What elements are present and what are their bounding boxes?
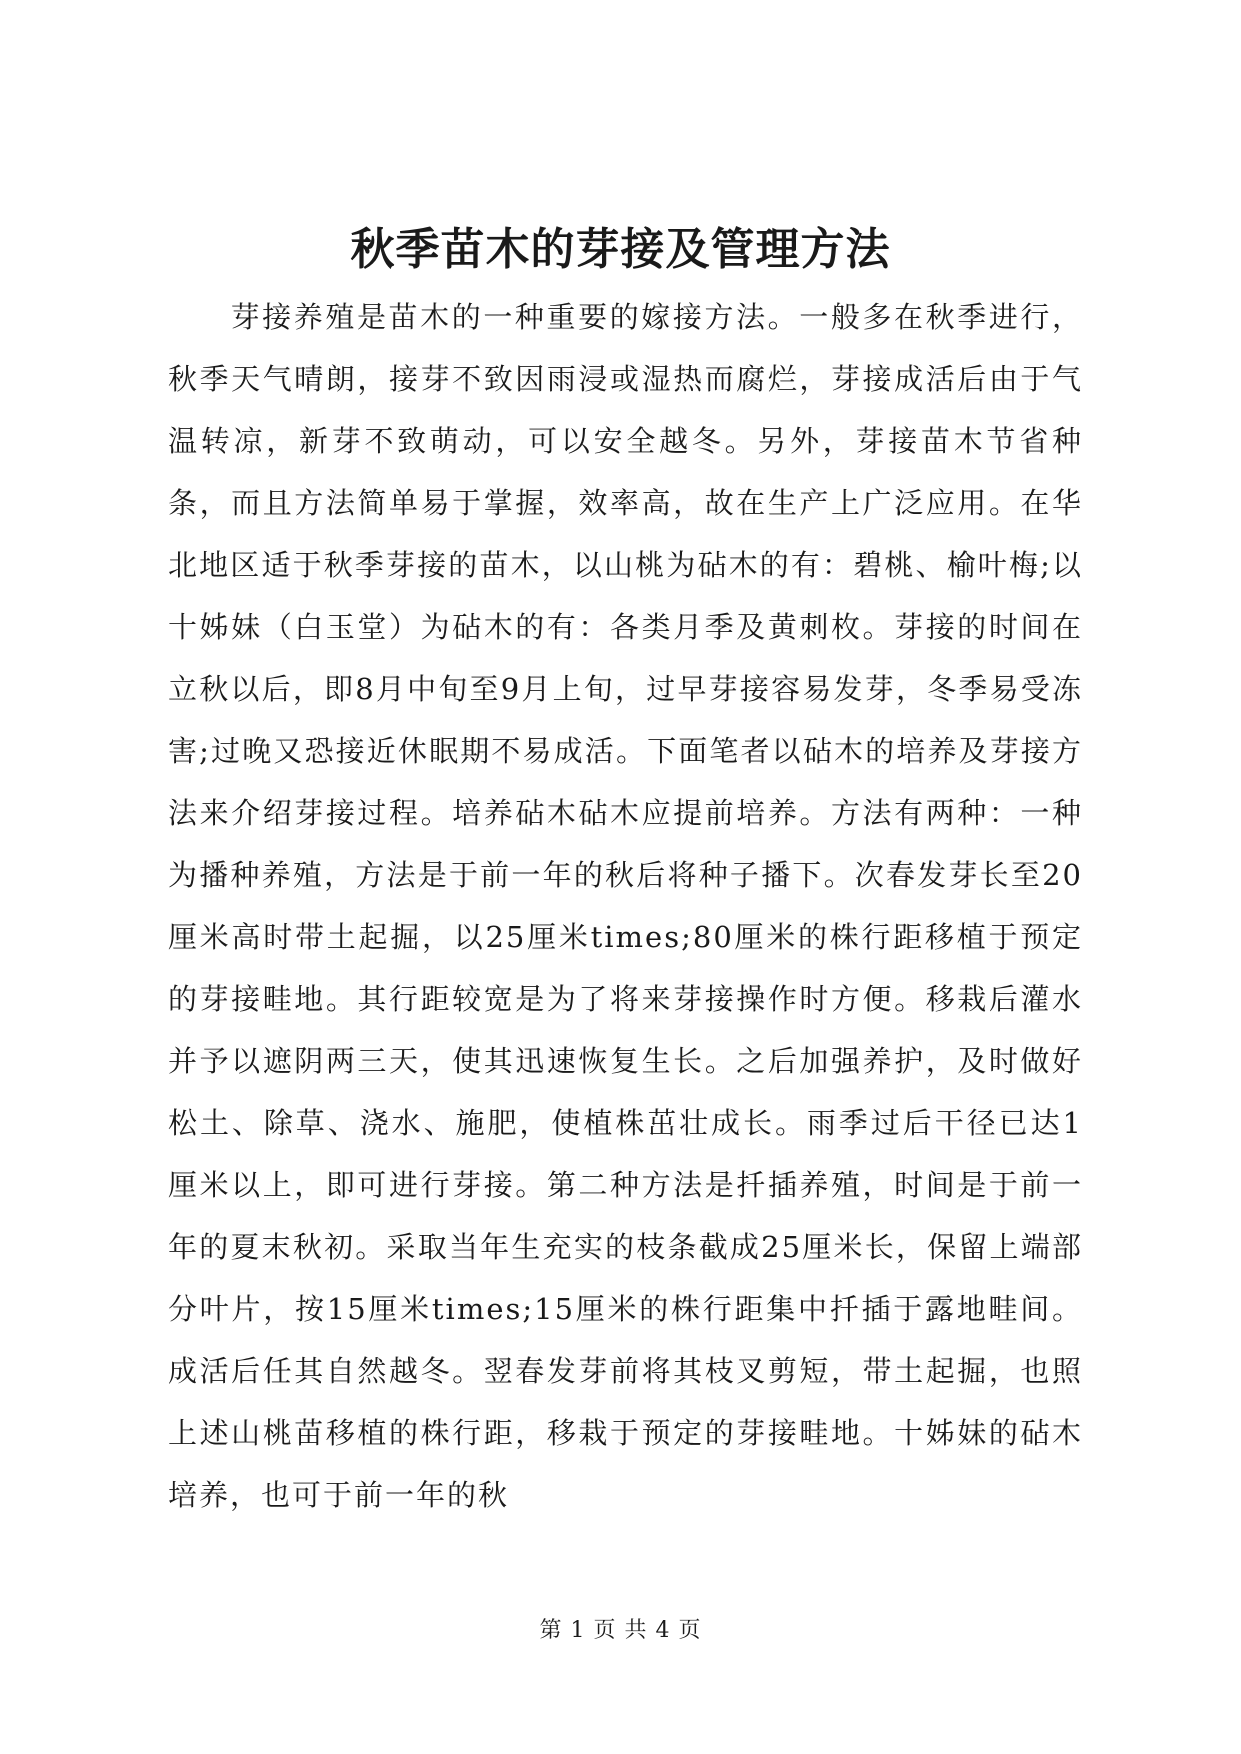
page-number-footer: 第 1 页 共 4 页 [539, 1618, 702, 1643]
body-text: 芽接养殖是苗木的一种重要的嫁接方法。一般多在秋季进行，秋季天气晴朗，接芽不致因雨浸或湿热而腐烂，芽接成活后由于气温转凉，新芽不致萌动，可以安全越冬。另外，芽接苗木节省种条，而且方法简单易于掌握，效率高，故在生产上广泛应用。在华北地区适于秋季芽接的苗木，以山桃为砧木的有：碧桃、榆叶梅;以十姊妹（白玉堂）为砧木的有：各类月季及黄刺枚。芽接的时间在立秋以后，即8月中旬至9月上旬，过早芽接容易发芽，冬季易受冻害;过晚又恐接近休眠期不易成活。下面笔者以砧木的培养及芽接方法来介绍芽接过程。培养砧木砧木应提前培养。方法有两种：一种为播种养殖，方法是于前一年的秋后将种子播下。次春发芽长至20厘米高时带土起掘，以25厘米times;80厘米的株行距移植于预定的芽接畦地。其行距较宽是为了将来芽接操作时方便。移栽后灌水并予以遮阴两三天，使其迅速恢复生长。之后加强养护，及时做好松土、除草、浇水、施肥，使植株茁壮成长。雨季过后干径已达1厘米以上，即可进行芽接。第二种方法是扦插养殖，时间是于前一年的夏末秋初。采取当年生充实的枝条截成25厘米长，保留上端部分叶片，按15厘米times;15厘米的株行距集中扦插于露地畦间。成活后任其自然越冬。翌春发芽前将其枝叉剪短，带土起掘，也照上述山桃苗移植的株行距，移栽于预定的芽接畦地。十姊妹的砧木培养，也可于前一年的秋 [168, 300, 1083, 1512]
page-title: 秋季苗木的芽接及管理方法 [350, 224, 891, 275]
body-paragraph [168, 286, 1083, 1546]
